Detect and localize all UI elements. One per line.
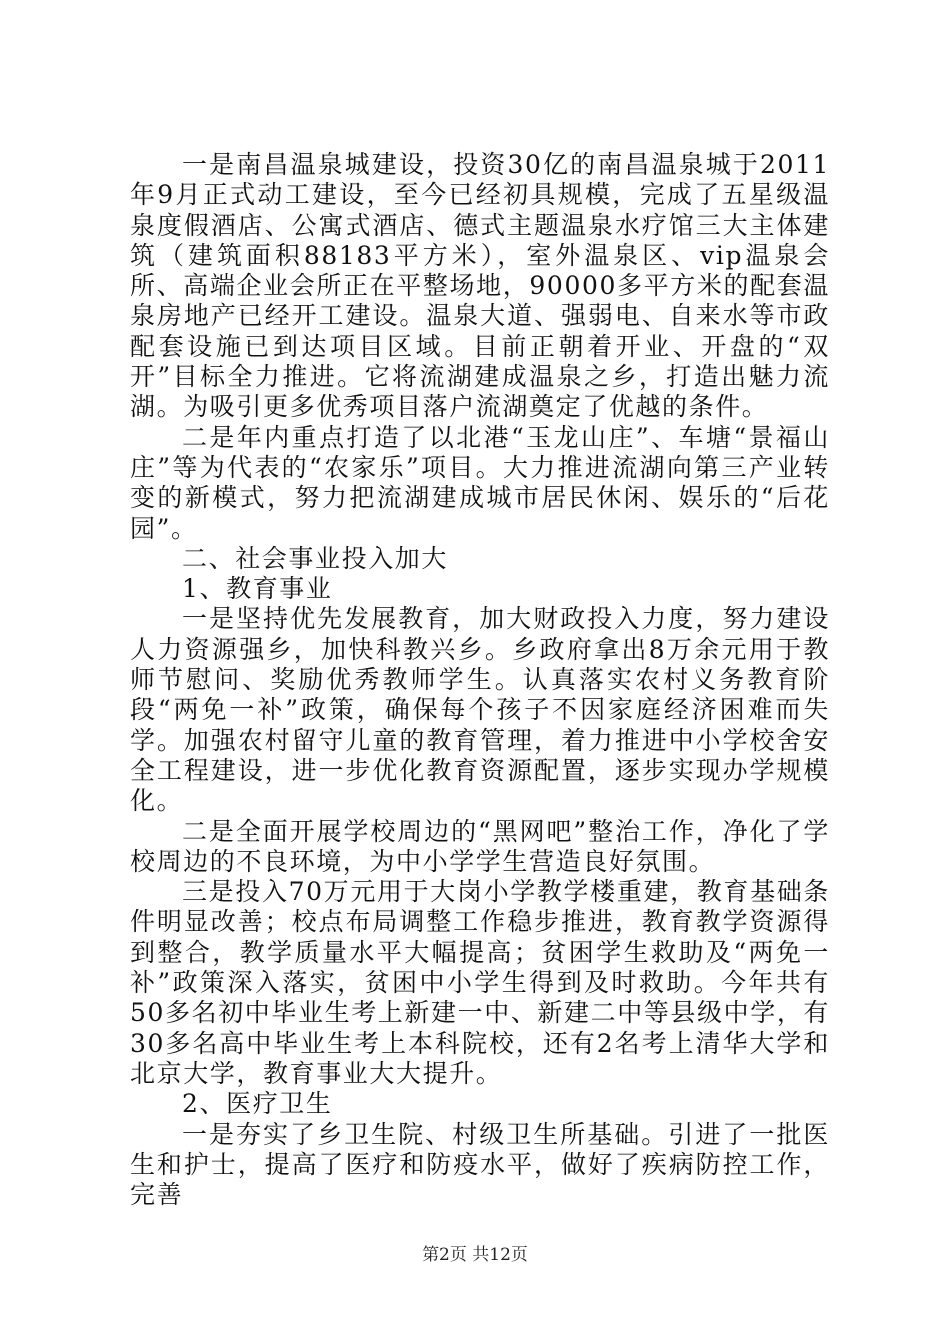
paragraph-farm-stay-projects: 二是年内重点打造了以北港“玉龙山庄”、车塘“景福山庄”等为代表的“农家乐”项目。大力推进流湖向第三产业转变的新模式，努力把流湖建成城市居民休闲、娱乐的“后花园”。 (130, 422, 830, 543)
paragraph-education-priority: 一是坚持优先发展教育，加大财政投入力度，努力建设人力资源强乡，加快科教兴乡。乡政府拿出8万余元用于教师节慰问、奖励优秀教师学生。认真落实农村义务教育阶段“两免一补”政策，确保每个孩子不因家庭经济困难而失学。加强农村留守儿童的教育管理，着力推进中小学校舍安全工程建设，进一步优化教育资源配置，逐步实现办学规模化。 (130, 604, 830, 816)
subheading-education: 1、教育事业 (182, 574, 333, 604)
paragraph-internet-cafe-rectification: 二是全面开展学校周边的“黑网吧”整治工作，净化了学校周边的不良环境，为中小学学生营造良好氛围。 (130, 816, 830, 876)
paragraph-clinic-foundation: 一是夯实了乡卫生院、村级卫生所基础。引进了一批医生和护士，提高了医疗和防疫水平，做好了疾病防控工作，完善 (130, 1119, 830, 1210)
page-footer: 第2页 共12页 (422, 1245, 528, 1265)
section-heading-social-affairs: 二、社会事业投入加大 (182, 543, 449, 573)
paragraph-school-rebuild: 三是投入70万元用于大岗小学教学楼重建，教育基础条件明显改善；校点布局调整工作稳步推进，教育教学资源得到整合，教学质量水平大幅提高；贫困学生救助及“两免一补”政策深入落实，贫困中小学生得到及时救助。今年共有50多名初中毕业生考上新建一中、新建二中等县级中学，有30多名高中毕业生考上本科院校，还有2名考上清华大学和北京大学，教育事业大大提升。 (130, 877, 831, 1088)
document-body (130, 150, 830, 1210)
paragraph-hot-spring-city: 一是南昌温泉城建设，投资30亿的南昌温泉城于2011年9月正式动工建设，至今已经初具规模，完成了五星级温泉度假酒店、公寓式酒店、德式主题温泉水疗馆三大主体建筑（建筑面积88183平方米），室外温泉区、vip温泉会所、高端企业会所正在平整场地，90000多平方米的配套温泉房地产已经开工建设。温泉大道、强弱电、自来水等市政配套设施已到达项目区域。目前正朝着开业、开盘的“双开”目标全力推进。它将流湖建成温泉之乡，打造出魅力流湖。为吸引更多优秀项目落户流湖奠定了优越的条件。 (130, 150, 830, 422)
subheading-medical-health: 2、医疗卫生 (182, 1089, 333, 1119)
